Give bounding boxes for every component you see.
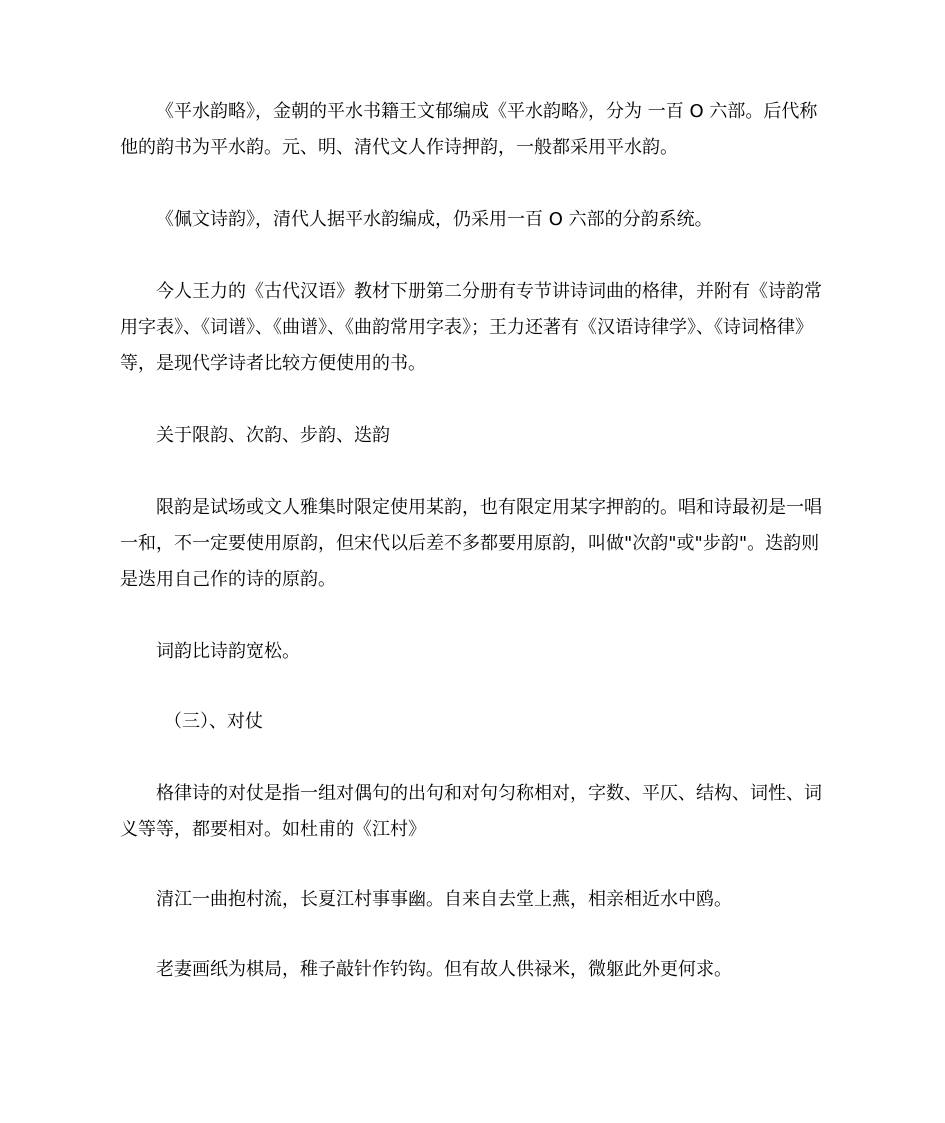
section-heading-rhyme-types: 关于限韵、次韵、步韵、迭韵: [156, 425, 390, 446]
paragraph-ci-rhyme: 词韵比诗韵宽松。: [156, 641, 300, 662]
section-heading-duizhang: （三）、对仗: [164, 711, 263, 732]
paragraph-pingshui-yunlue: 《平水韵略》，金朝的平水书籍王文郁编成《平水韵略》，分为 一百 O 六部。后代称他的韵书为平水韵。元、明、清代文人作诗押韵，一般都采用平水韵。: [120, 101, 818, 158]
paragraph-rhyme-types: 限韵是试场或文人雅集时限定使用某韵，也有限定用某字押韵的。唱和诗最初是一唱一和，不一定要使用原韵，但宋代以后差不多都要用原韵，叫做"次韵"或"步韵"。迭韵则是迭用自己作的诗的原韵。: [120, 497, 822, 590]
paragraph-duizhang-definition: 格律诗的对仗是指一组对偶句的出句和对句匀称相对，字数、平仄、结构、词性、词义等等，都要相对。如杜甫的《江村》: [120, 783, 822, 840]
poem-line-2: 老妻画纸为棋局，稚子敲针作钓钩。但有故人供禄米，微躯此外更何求。: [156, 959, 732, 980]
poem-line-1: 清江一曲抱村流，长夏江村事事幽。自来自去堂上燕，相亲相近水中鸥。: [156, 889, 732, 910]
paragraph-peiwen-shiyun: 《佩文诗韵》，清代人据平水韵编成，仍采用一百 O 六部的分韵系统。: [156, 209, 713, 230]
paragraph-wang-li-books: 今人王力的《古代汉语》教材下册第二分册有专节讲诗词曲的格律，并附有《诗韵常用字表》、《词谱》、《曲谱》、《曲韵常用字表》；王力还著有《汉语诗律学》、《诗词格律》等，是现代学诗者比较方便使用的书。: [120, 281, 822, 374]
